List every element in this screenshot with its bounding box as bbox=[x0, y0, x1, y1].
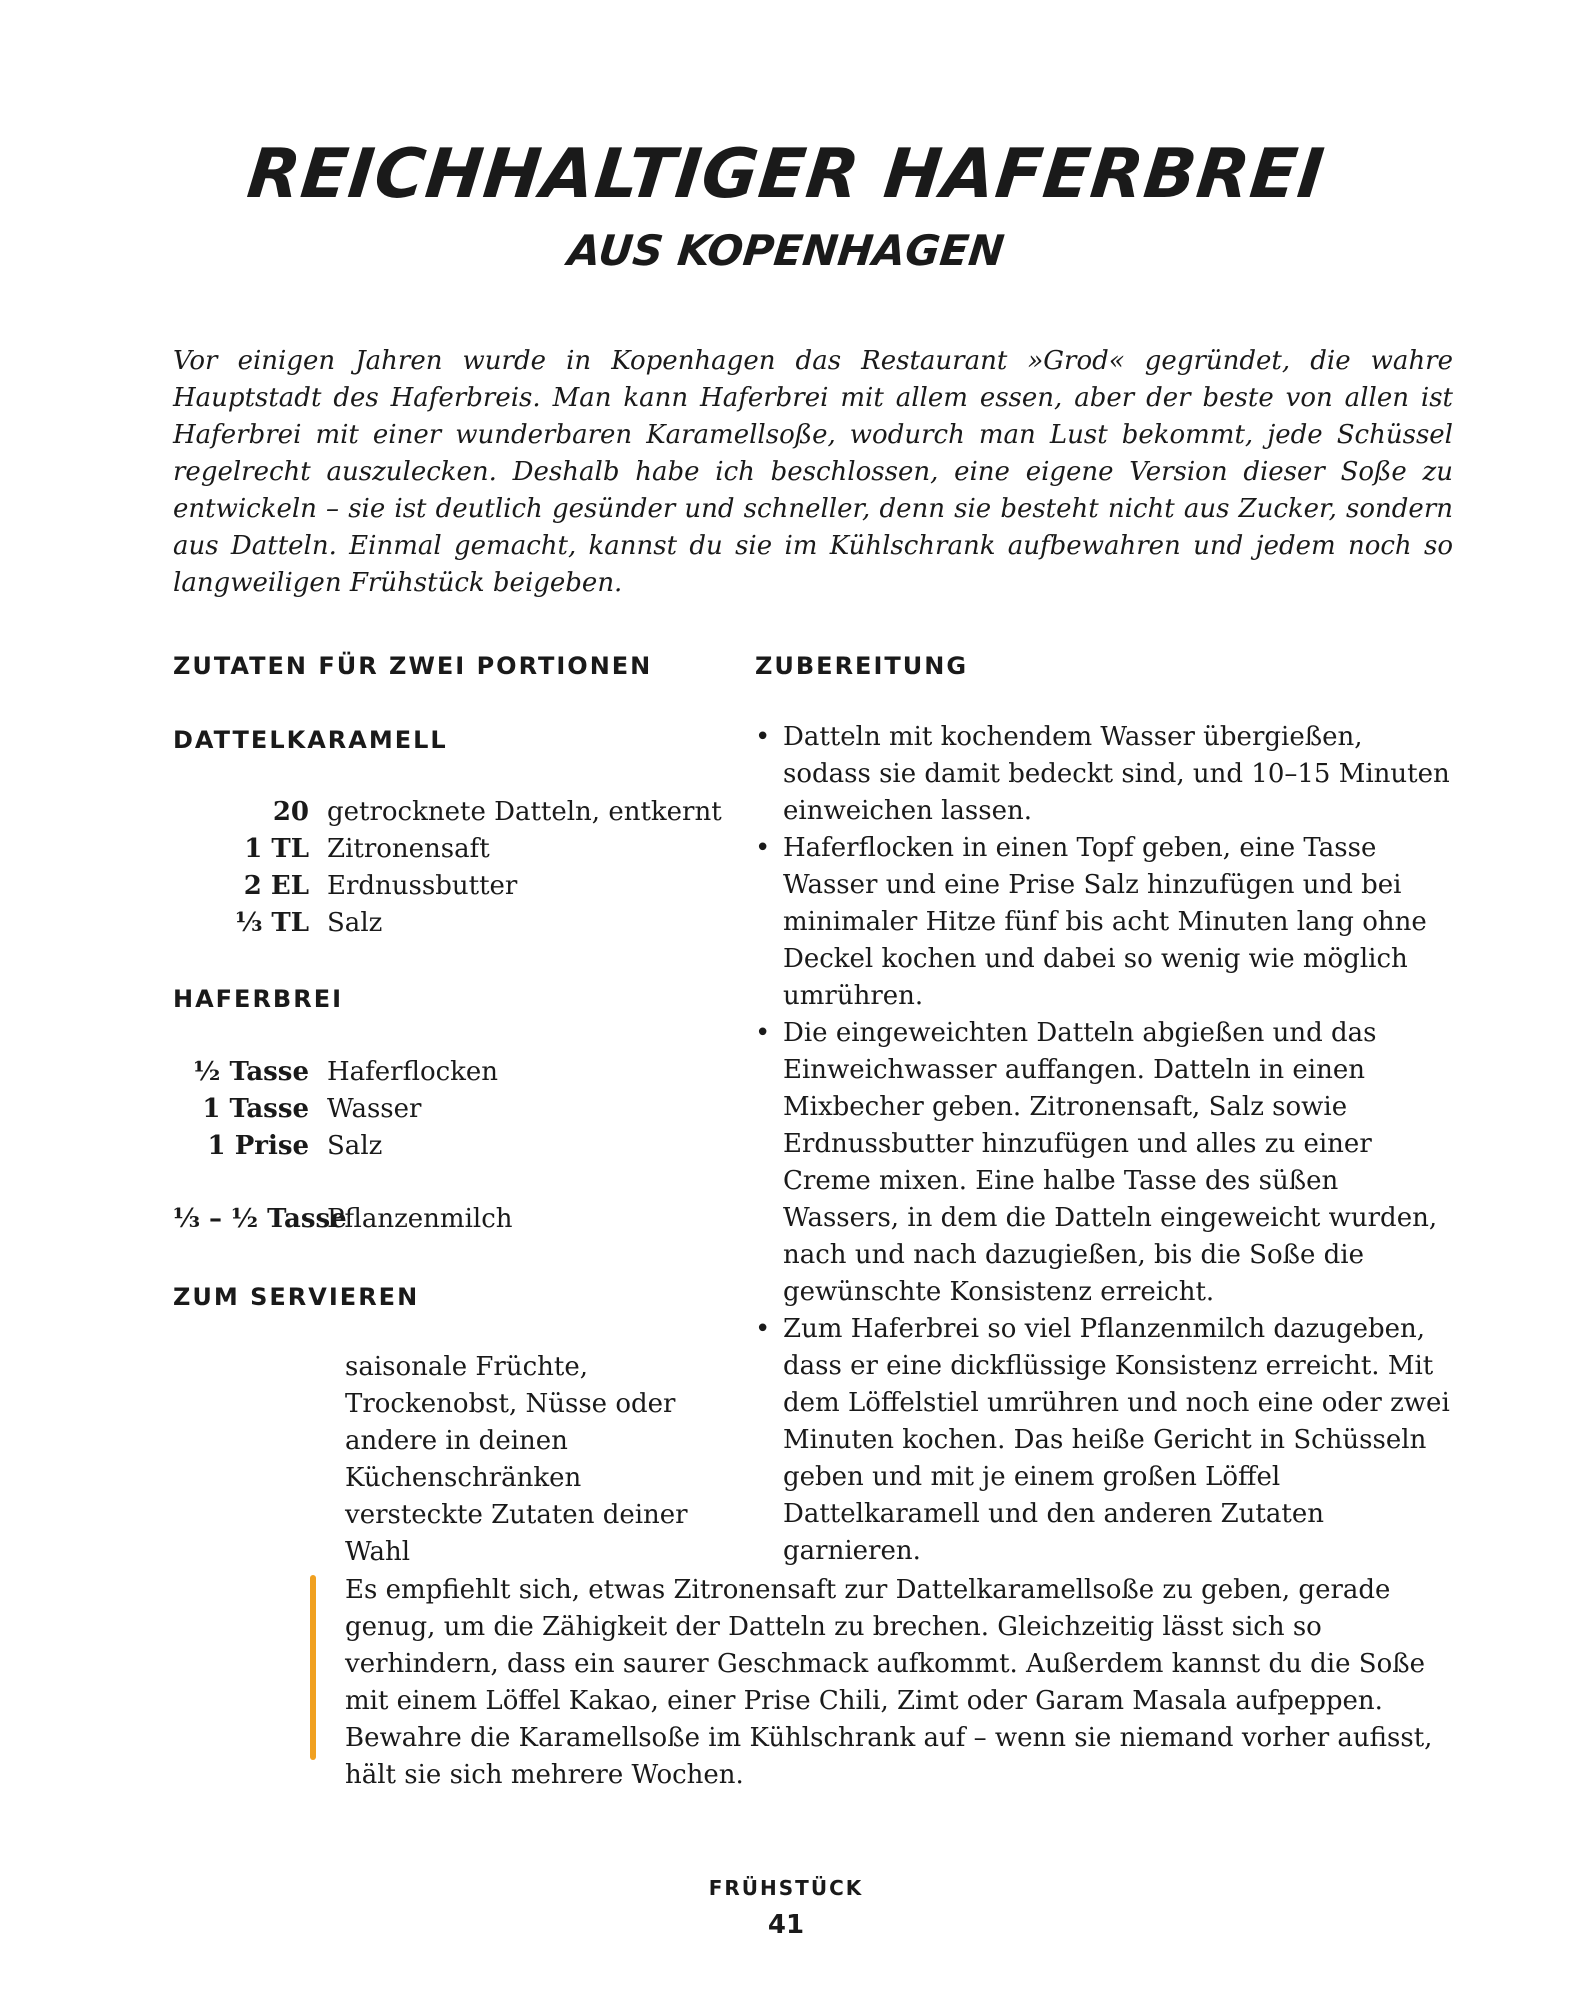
ingredient-quantity: 20 bbox=[272, 796, 309, 827]
step-text: Haferflocken in einen Topf geben, eine Tasse Wasser und eine Prise Salz hinzufügen und bei minimaler Hitze fünf bis acht Minuten lang ohne Deckel kochen und dabei so wenig wie möglich umrühren. bbox=[783, 833, 1427, 1011]
preparation-step bbox=[755, 1311, 1455, 1570]
footer-section-label: FRÜHSTÜCK bbox=[708, 1876, 864, 1900]
ingredient-name: getrocknete Datteln, entkernt bbox=[327, 796, 722, 827]
ingredient-name: Erdnussbutter bbox=[327, 870, 518, 901]
ingredient-quantity: ⅓ – ½ Tasse bbox=[173, 1203, 347, 1234]
ingredient-quantity: ½ Tasse bbox=[193, 1056, 309, 1087]
ingredient-name: Pflanzenmilch bbox=[327, 1203, 513, 1234]
ingredients-heading: ZUTATEN FÜR ZWEI PORTIONEN bbox=[173, 652, 653, 680]
ingredient-row bbox=[173, 1090, 733, 1127]
bullet-icon: • bbox=[755, 722, 771, 752]
step-text: Datteln mit kochendem Wasser übergießen, sodass sie damit bedeckt sind, und 10–15 Minuten einweichen lassen. bbox=[783, 722, 1450, 826]
ingredient-quantity: 1 Prise bbox=[207, 1130, 309, 1161]
ingredient-row bbox=[173, 904, 733, 941]
ingredient-name: Salz bbox=[327, 907, 383, 938]
ingredient-row bbox=[173, 830, 733, 867]
haferbrei-heading: HAFERBREI bbox=[173, 985, 344, 1013]
recipe-title: REICHHALTIGER HAFERBREI bbox=[243, 135, 1329, 214]
intro-paragraph: Vor einigen Jahren wurde in Kopenhagen das Restaurant »Grod« gegründet, die wahre Hauptstadt des Haferbreis. Man kann Haferbrei mit allem essen, aber der beste von allen ist Haferbrei mit einer wunderbaren Karamellsoße, wodurch man Lust bekommt, jede Schüssel regelrecht auszulecken. Deshalb habe ich beschlossen, eine eigene Version dieser Soße zu entwickeln – sie ist deutlich gesünder und schneller, denn sie besteht nicht aus Zucker, sondern aus Datteln. Einmal gemacht, kannst du sie im Kühlschrank aufbewahren und jedem noch so langweiligen Frühstück beigeben. bbox=[173, 346, 1453, 598]
ingredient-quantity: 2 EL bbox=[243, 870, 309, 901]
ingredient-row bbox=[173, 1053, 733, 1090]
bullet-icon: • bbox=[755, 1018, 771, 1048]
tip-accent-bar bbox=[310, 1575, 316, 1760]
ingredient-name: Zitronensaft bbox=[327, 833, 490, 864]
preparation-steps bbox=[755, 719, 1455, 1570]
servieren-text: saisonale Früchte, Trockenobst, Nüsse oder andere in deinen Küchenschränken versteckte Zutaten deiner Wahl bbox=[345, 1352, 688, 1567]
bullet-icon: • bbox=[755, 1314, 771, 1344]
ingredient-name: Salz bbox=[327, 1130, 383, 1161]
page-number: 41 bbox=[767, 1910, 805, 1940]
ingredient-name: Haferflocken bbox=[327, 1056, 499, 1087]
haferbrei-list bbox=[173, 1053, 733, 1164]
servieren-heading: ZUM SERVIEREN bbox=[173, 1283, 420, 1311]
ingredient-row bbox=[173, 1127, 733, 1164]
dattelkaramell-heading: DATTELKARAMELL bbox=[173, 726, 448, 754]
preparation-step bbox=[755, 719, 1455, 830]
dattelkaramell-list bbox=[173, 793, 733, 941]
ingredient-name: Wasser bbox=[327, 1093, 422, 1124]
tip-paragraph: Es empfiehlt sich, etwas Zitronensaft zur Dattelkaramellsoße zu geben, gerade genug, um die Zähigkeit der Datteln zu brechen. Gleichzeitig lässt sich so verhindern, dass ein saurer Geschmack aufkommt. Außerdem kannst du die Soße mit einem Löffel Kakao, einer Prise Chili, Zimt oder Garam Masala aufpeppen. Bewahre die Karamellsoße im Kühlschrank auf – wenn sie niemand vorher aufisst, hält sie sich mehrere Wochen. bbox=[345, 1575, 1433, 1790]
ingredient-quantity: 1 Tasse bbox=[202, 1093, 309, 1124]
ingredient-row bbox=[173, 1200, 733, 1237]
ingredient-quantity: ⅓ TL bbox=[235, 907, 309, 938]
preparation-heading: ZUBEREITUNG bbox=[755, 652, 969, 680]
preparation-step bbox=[755, 830, 1455, 1015]
ingredient-quantity: 1 TL bbox=[244, 833, 309, 864]
bullet-icon: • bbox=[755, 833, 771, 863]
pflanzenmilch-list bbox=[173, 1200, 733, 1237]
step-text: Zum Haferbrei so viel Pflanzenmilch dazugeben, dass er eine dickflüssige Konsistenz erreicht. Mit dem Löffelstiel umrühren und noch eine oder zwei Minuten kochen. Das heiße Gericht in Schüsseln geben und mit je einem großen Löffel Dattelkaramell und den anderen Zutaten garnieren. bbox=[783, 1314, 1450, 1566]
ingredient-row bbox=[173, 867, 733, 904]
preparation-step bbox=[755, 1015, 1455, 1311]
step-text: Die eingeweichten Datteln abgießen und das Einweichwasser auffangen. Datteln in einen Mixbecher geben. Zitronensaft, Salz sowie Erdnussbutter hinzufügen und alles zu einer Creme mixen. Eine halbe Tasse des süßen Wassers, in dem die Datteln eingeweicht wurden, nach und nach dazugießen, bis die Soße die gewünschte Konsistenz erreicht. bbox=[783, 1018, 1438, 1307]
ingredient-row bbox=[173, 793, 733, 830]
recipe-subtitle: AUS KOPENHAGEN bbox=[565, 226, 1007, 275]
